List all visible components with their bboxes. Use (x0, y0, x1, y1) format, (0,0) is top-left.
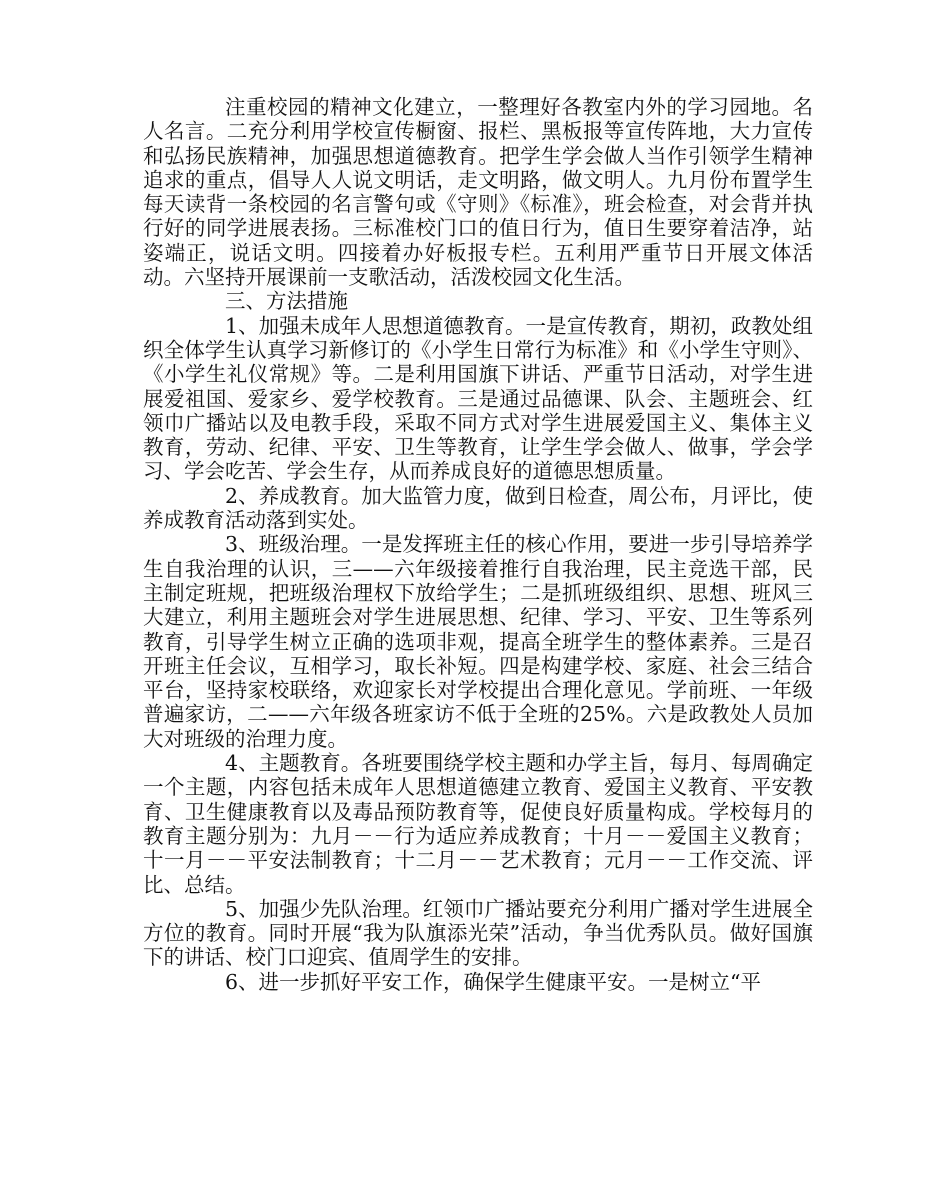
paragraph-safety-work: 6、进一步抓好平安工作，确保学生健康平安。一是树立“平 (225, 969, 762, 994)
paragraph-habit-education: 2、养成教育。加大监管力度，做到日检查，周公布，月评比，使养成教育活动落到实处。 (143, 483, 813, 533)
paragraph-theme-education: 4、主题教育。各班要围绕学校主题和办学主旨，每月、每周确定一个主题，内容包括未成年人思想道德建立教育、爱国主义教育、平安教育、卫生健康教育以及毒品预防教育等，促使良好质量构成。学校每月的教育主题分别为：九月－－行为适应养成教育；十月－－爱国主义教育；十一月－－平安法制教育；十二月－－艺术教育；元月－－工作交流、评比、总结。 (143, 751, 813, 897)
paragraph-young-pioneers: 5、加强少先队治理。红领巾广播站要充分利用广播对学生进展全方位的教育。同时开展“我为队旗添光荣”活动，争当优秀队员。做好国旗下的讲话、校门口迎宾、值周学生的安排。 (143, 896, 813, 970)
paragraph-campus-culture: 注重校园的精神文化建立，一整理好各教室内外的学习园地。名人名言。二充分利用学校宣传橱窗、报栏、黑板报等宣传阵地，大力宣传和弘扬民族精神，加强思想道德教育。把学生学会做人当作引领学生精神追求的重点，倡导人人说文明话，走文明路，做文明人。九月份布置学生每天读背一条校园的名言警句或《守则》《标准》，班会检查，对会背并执行好的同学进展表扬。三标准校门口的值日行为，值日生要穿着洁净，站姿端正，说话文明。四接着办好板报专栏。五利用严重节日开展文体活动。六坚持开展课前一支歌活动，活泼校园文化生活。 (143, 95, 813, 290)
section-heading-methods: 三、方法措施 (225, 289, 348, 314)
document-body (143, 95, 813, 994)
paragraph-class-management: 3、班级治理。一是发挥班主任的核心作用，要进一步引导培养学生自我治理的认识，三——六年级接着推行自我治理，民主竞选干部，民主制定班规，把班级治理权下放给学生；二是抓班级组织、思想、班风三大建立，利用主题班会对学生进展思想、纪律、学习、平安、卫生等系列教育，引导学生树立正确的选项非观，提高全班学生的整体素养。三是召开班主任会议，互相学习，取长补短。四是构建学校、家庭、社会三结合平台，坚持家校联络，欢迎家长对学校提出合理化意见。学前班、一年级普遍家访，二——六年级各班家访不低于全班的25%。六是政教处人员加大对班级的治理力度。 (143, 532, 813, 751)
paragraph-moral-education: 1、加强未成年人思想道德教育。一是宣传教育，期初，政教处组织全体学生认真学习新修订的《小学生日常行为标准》和《小学生守则》、《小学生礼仪常规》等。二是利用国旗下讲话、严重节日活动，对学生进展爱祖国、爱家乡、爱学校教育。三是通过品德课、队会、主题班会、红领巾广播站以及电教手段，采取不同方式对学生进展爱国主义、集体主义教育，劳动、纪律、平安、卫生等教育，让学生学会做人、做事，学会学习、学会吃苦、学会生存，从而养成良好的道德思想质量。 (143, 313, 813, 484)
